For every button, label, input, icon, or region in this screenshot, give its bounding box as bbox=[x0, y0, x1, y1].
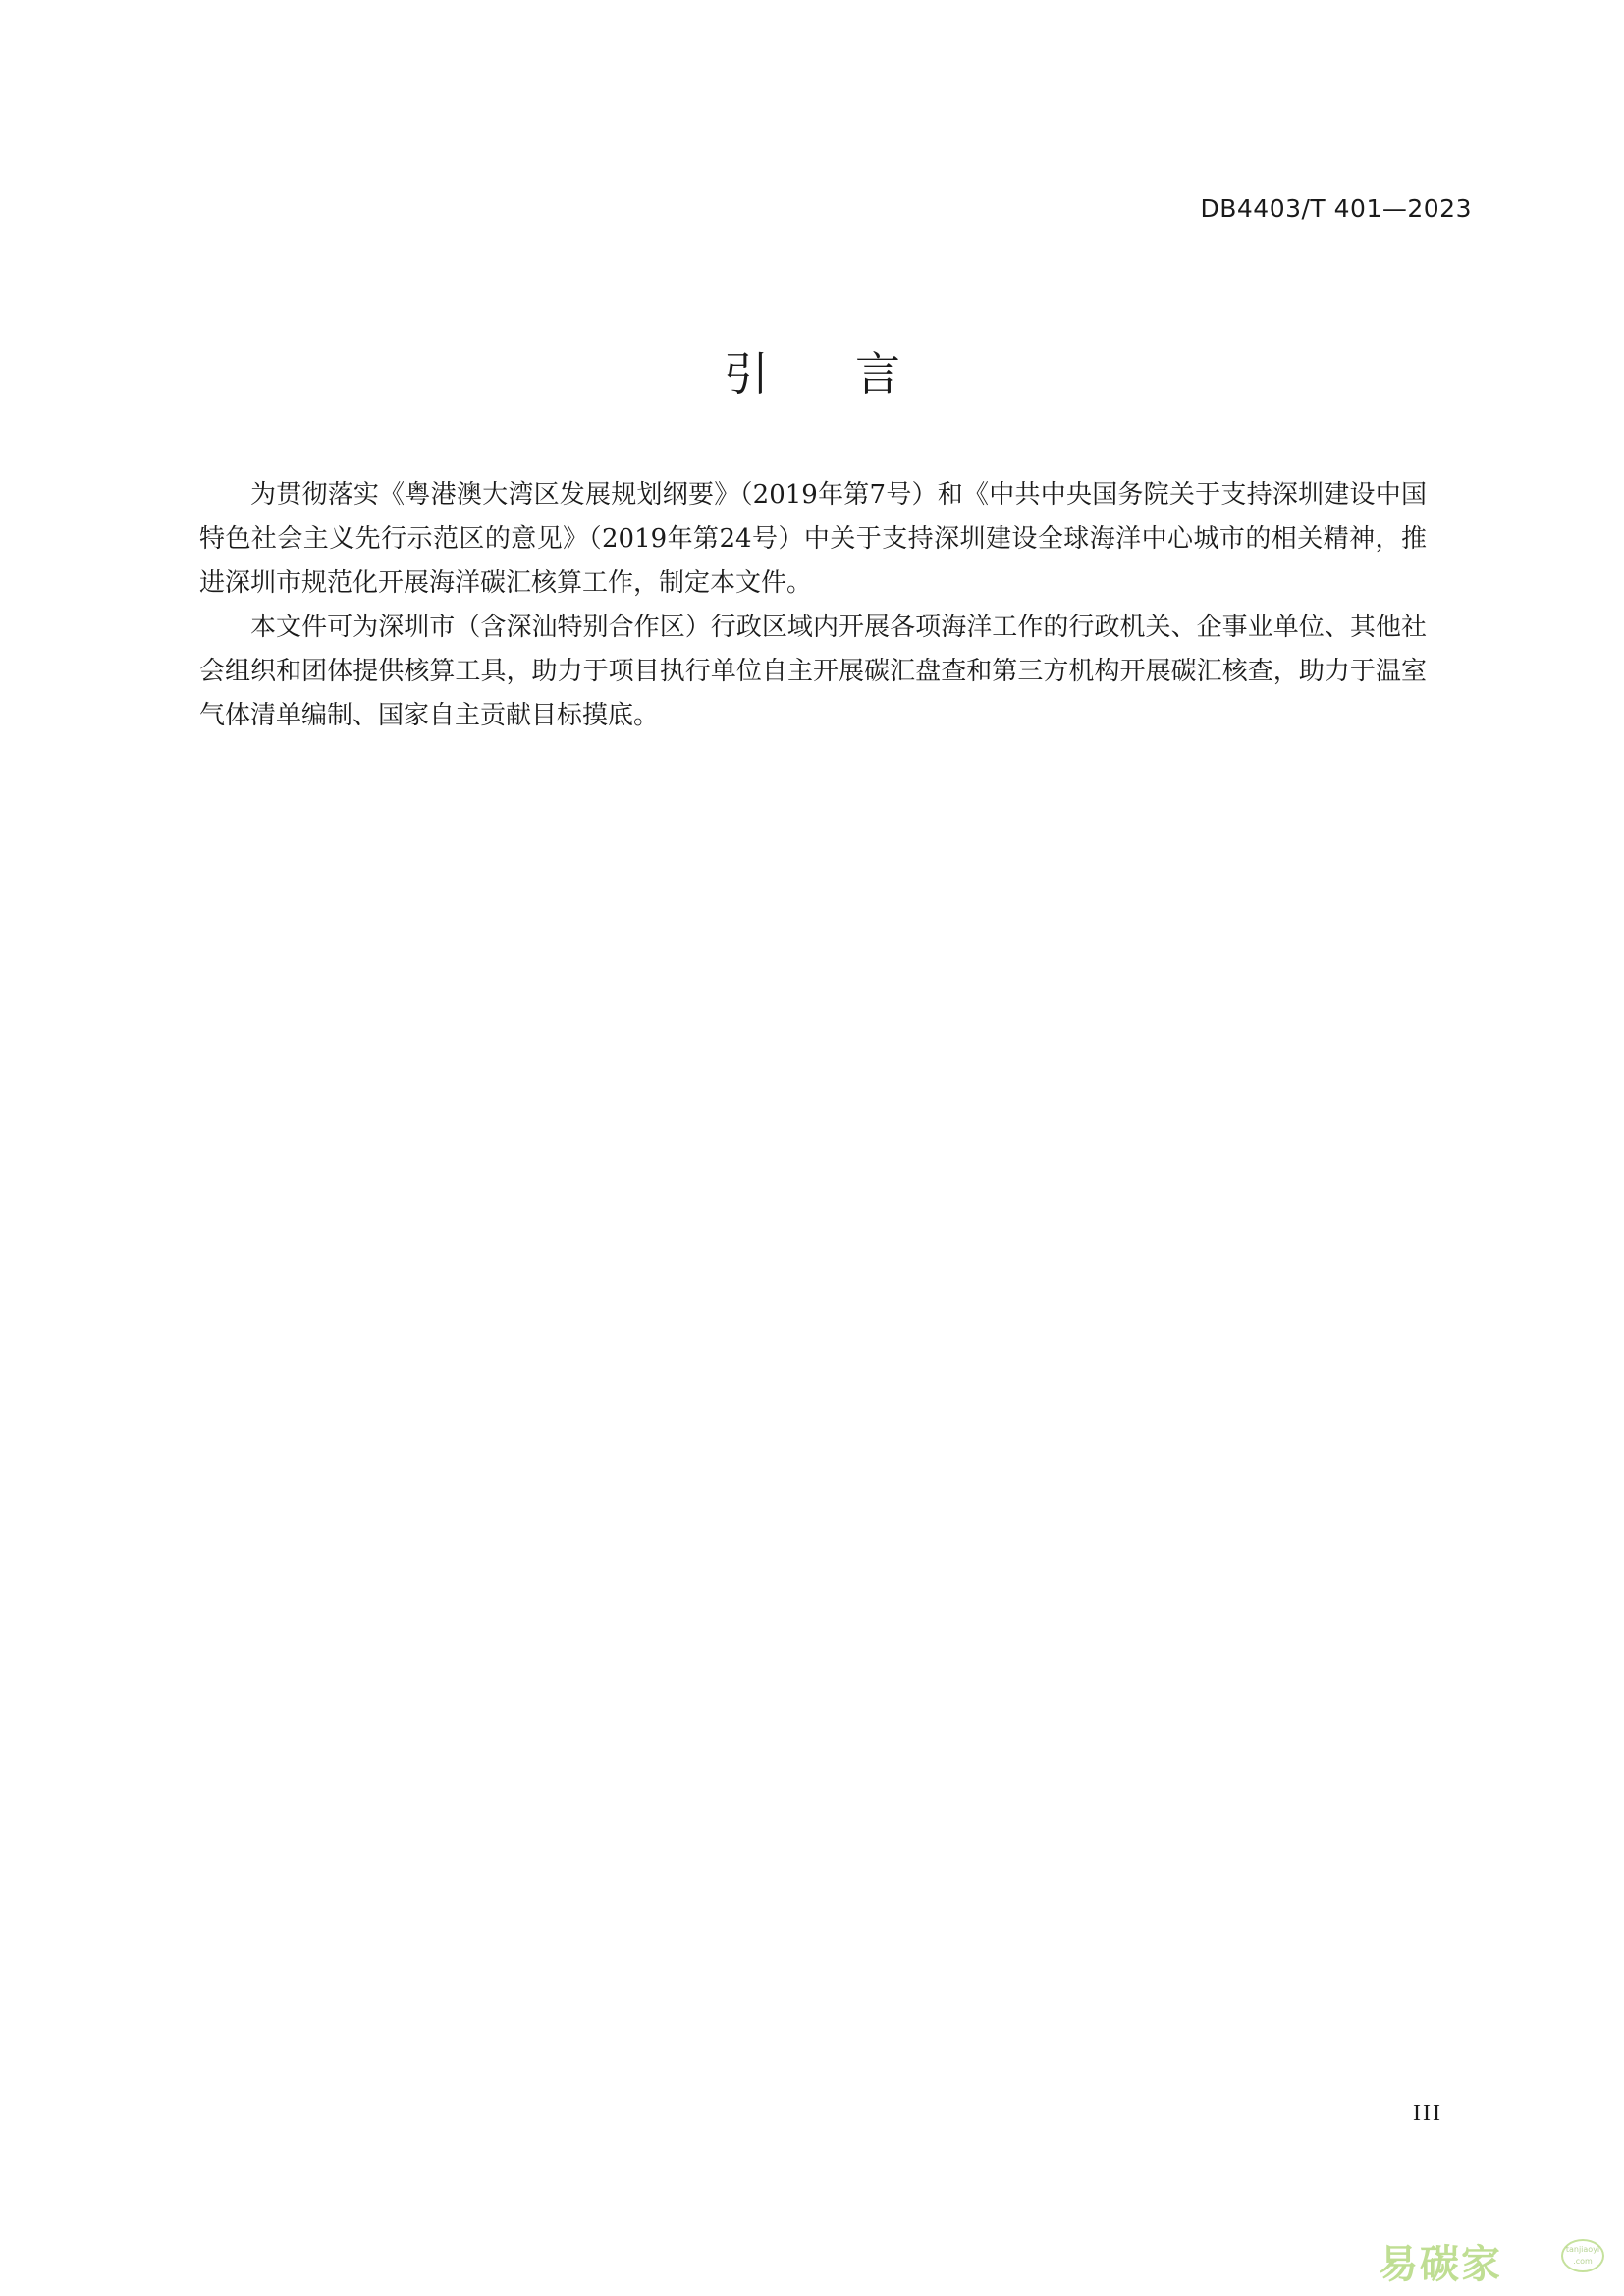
watermark-logo-sub: tanjiaoyi .com bbox=[1561, 2239, 1604, 2272]
watermark-logo-text: 易碳家 bbox=[1379, 2242, 1502, 2287]
page-number: III bbox=[1413, 2101, 1442, 2126]
paragraph-1: 为贯彻落实《粤港澳大湾区发展规划纲要》（2019年第7号）和《中共中央国务院关于支持深圳建设中国特色社会主义先行示范区的意见》（2019年第24号）中关于支持深圳建设全球海洋中心城市的相关精神，推进深圳市规范化开展海洋碳汇核算工作，制定本文件。 bbox=[199, 480, 1427, 598]
paragraph-2: 本文件可为深圳市（含深汕特别合作区）行政区域内开展各项海洋工作的行政机关、企事业单位、其他社会组织和团体提供核算工具，助力于项目执行单位自主开展碳汇盘查和第三方机构开展碳汇核查，助力于温室气体清单编制、国家自主贡献目标摸底。 bbox=[199, 613, 1427, 730]
document-code: DB4403/T 401—2023 bbox=[1200, 194, 1472, 223]
watermark-logo bbox=[1379, 2233, 1604, 2287]
body-text bbox=[199, 473, 1427, 738]
page-title: 引言 bbox=[724, 347, 987, 400]
